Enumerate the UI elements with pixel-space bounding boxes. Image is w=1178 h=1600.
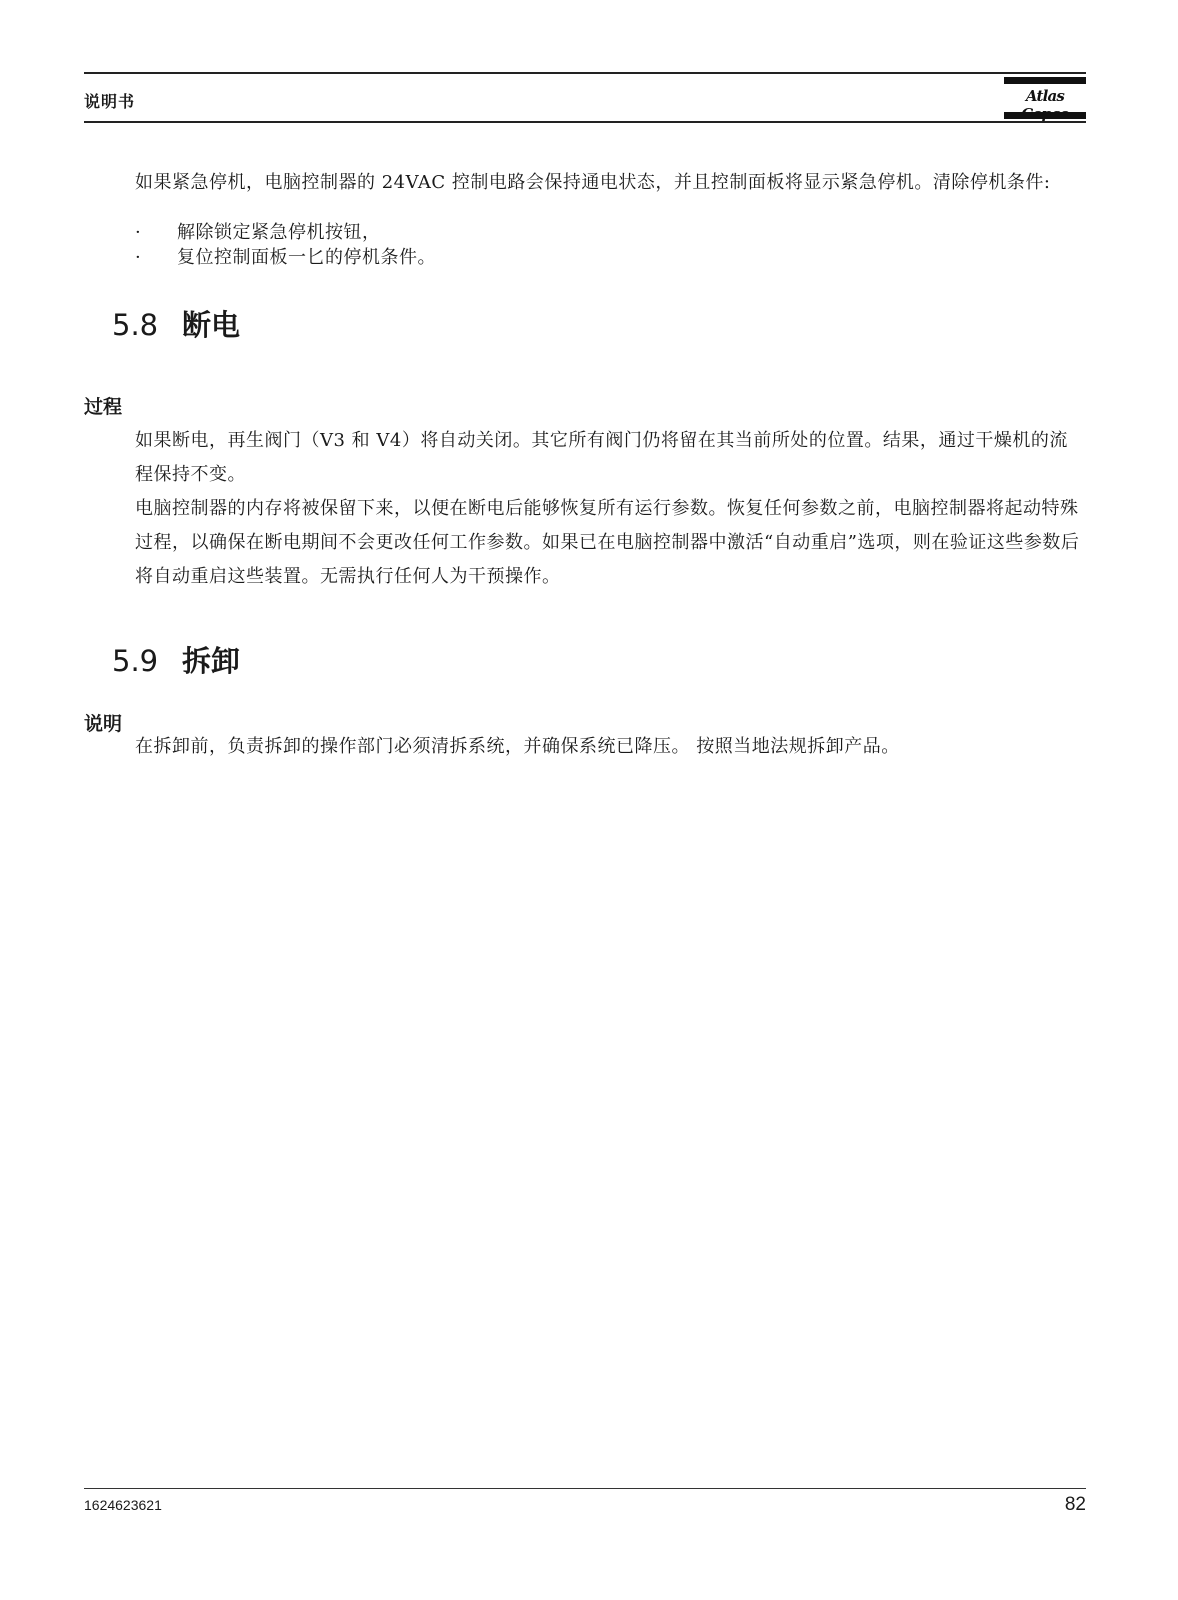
page-number: 82 <box>1064 1494 1086 1515</box>
bullet-marker: · <box>135 247 142 268</box>
footer-rule <box>84 1488 1086 1489</box>
section-number: 5.8 <box>112 308 159 342</box>
bullet-marker: · <box>135 222 142 243</box>
atlas-copco-logo <box>1004 77 1086 119</box>
intro-paragraph: 如果紧急停机，电脑控制器的 24VAC 控制电路会保持通电状态，并且控制面板将显示紧急停机。清除停机条件: <box>135 172 1051 193</box>
section-heading-5-8 <box>112 303 240 344</box>
list-item <box>135 245 1035 270</box>
bullet-text: 复位控制面板一匕的停机条件。 <box>177 247 436 268</box>
list-item <box>135 220 1035 245</box>
subheading-process: 过程 <box>84 396 123 418</box>
logo-bar-top <box>1004 77 1086 84</box>
section-heading-5-9 <box>112 639 240 680</box>
paragraph: 在拆卸前，负责拆卸的操作部门必须清拆系统，并确保系统已降压。 按照当地法规拆卸产品。 <box>135 736 900 757</box>
section-5-8-body <box>135 424 1080 594</box>
section-5-9-body <box>135 730 1080 764</box>
section-title: 断电 <box>182 308 241 342</box>
header-rule-bottom <box>84 121 1086 123</box>
header-title: 说明书 <box>84 92 136 111</box>
logo-wordmark: Atlas <box>1025 87 1065 105</box>
bullet-text: 解除锁定紧急停机按钮， <box>177 222 381 243</box>
section-number: 5.9 <box>112 644 159 678</box>
intro-bullet-list <box>135 220 1035 270</box>
header-rule-top <box>84 72 1086 74</box>
subheading-description: 说明 <box>84 713 123 735</box>
section-title: 拆卸 <box>182 644 241 678</box>
paragraph: 电脑控制器的内存将被保留下来，以便在断电后能够恢复所有运行参数。恢复任何参数之前，电脑控制器将起动特殊过程，以确保在断电期间不会更改任何工作参数。如果已在电脑控制器中激活“自动重启”选项，则在验证这些参数后将自动重启这些装置。无需执行任何人为干预操作。 <box>135 498 1080 587</box>
document-number: 1624623621 <box>84 1497 162 1513</box>
paragraph: 如果断电，再生阀门（V3 和 V4）将自动关闭。其它所有阀门仍将留在其当前所处的位置。结果，通过干燥机的流程保持不变。 <box>135 430 1068 485</box>
logo-bar-bottom <box>1004 112 1086 119</box>
